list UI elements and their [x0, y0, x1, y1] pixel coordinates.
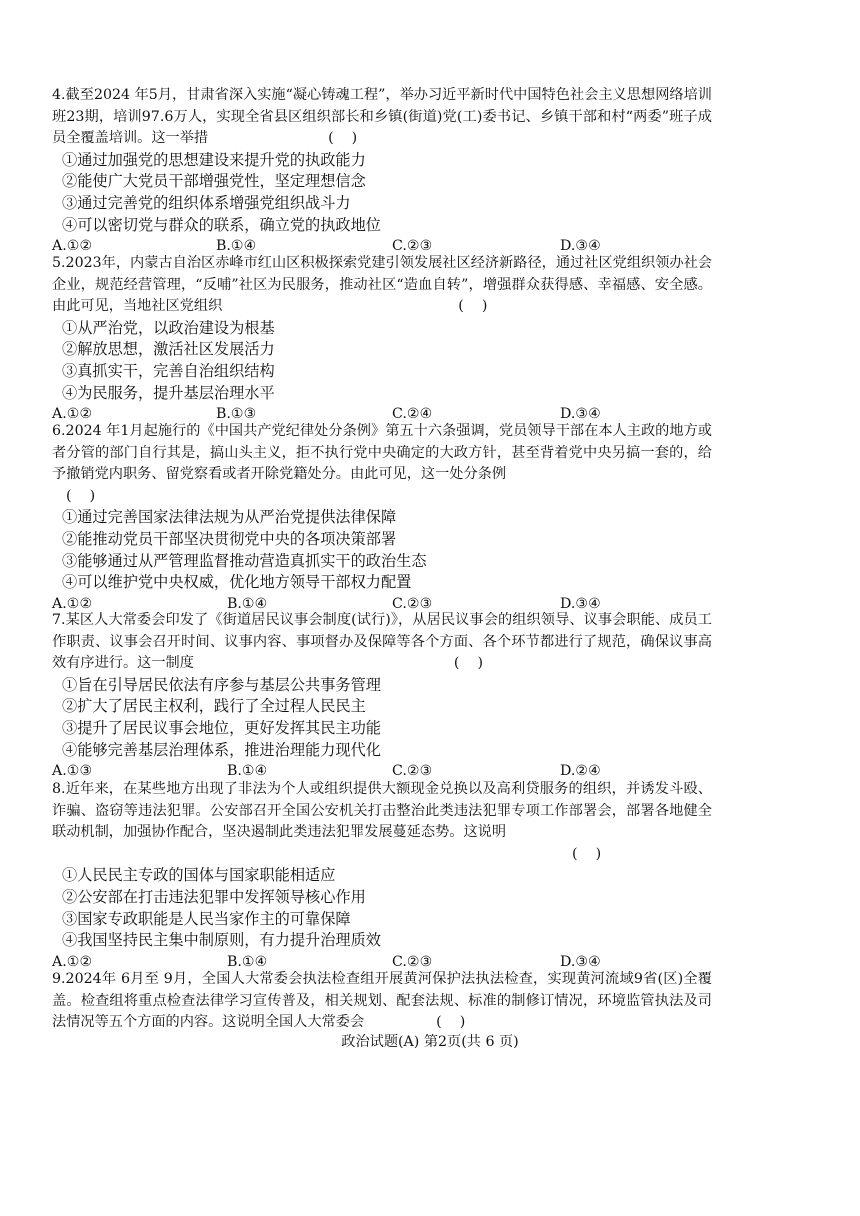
choice-c: C.②③ [392, 763, 433, 780]
option-3: ③能够通过从严管理监督推动营造真抓实干的政治生态 [62, 551, 427, 570]
question-7 [52, 610, 712, 783]
choice-c: C.②③ [392, 953, 433, 970]
question-4 [52, 85, 712, 258]
page-footer: 政治试题(A) 第2页(共 6 页) [341, 1034, 519, 1050]
option-1: ①旨在引导居民依法有序参与基层公共事务管理 [62, 675, 381, 694]
option-4: ④可以密切党与群众的联系，确立党的执政地位 [62, 215, 381, 234]
option-2: ②公安部在打击违法犯罪中发挥领导核心作用 [62, 887, 366, 906]
choice-c: C.②③ [392, 595, 433, 612]
question-5 [52, 253, 712, 426]
choice-a: A.①② [52, 595, 93, 612]
option-1: ①通过完善国家法律法规为从严治党提供法律保障 [62, 508, 397, 527]
choice-d: D.③④ [560, 953, 601, 970]
choice-b: B.①④ [227, 595, 268, 612]
choice-d: D.②④ [560, 763, 601, 780]
answer-parentheses: ( ) [572, 845, 602, 862]
question-stem: 7.某区人大常委会印发了《街道居民议事会制度(试行)》，从居民议事会的组织领导、议事会职能、成员工作职责、议事会召开时间、议事内容、事项督办及保障等各个方面、各个环节都进行了规范，确保议事高效有序进行。这一制度 ( ) [52, 612, 712, 672]
option-2: ②扩大了居民主权利，践行了全过程人民民主 [62, 697, 366, 716]
question-stem: 5.2023年，内蒙古自治区赤峰市红山区积极探索党建引领发展社区经济新路径，通过社区党组织领办社会企业，规范经营管理，“反哺”社区为民服务，推动社区“造血自转”，增强群众获得感、幸福感、安全感。由此可见，当地社区党组织 ( ) [52, 255, 712, 315]
choice-d: D.③④ [560, 238, 601, 255]
choice-b: B.①④ [227, 953, 268, 970]
answer-parentheses: ( ) [453, 655, 483, 672]
choice-d: D.③④ [560, 406, 601, 423]
question-stem: 4.截至2024 年5月，甘肃省深入实施“凝心铸魂工程”，举办习近平新时代中国特色社会主义思想网络培训班23期，培训97.6万人，实现全省县区组织部长和乡镇(街道)党(工)委书记、乡镇干部和村“两委”班子成员全覆盖培训。这一举措 ( ) [52, 87, 712, 147]
choice-c: C.②④ [392, 406, 433, 423]
question-stem: 9.2024年 6月至 9月，全国人大常委会执法检查组开展黄河保护法执法检查，实现黄河流域9省(区)全覆盖。检查组将重点检查法律学习宣传普及，相关规划、配套法规、标准的制修订情况，环境监管执法及司法情况等五个方面的内容。这说明全国人大常委会 ( ) [52, 971, 712, 1031]
answer-parentheses: ( ) [66, 487, 96, 504]
question-6 [52, 421, 712, 615]
choice-a: A.①② [52, 238, 93, 255]
answer-parentheses: ( ) [458, 298, 488, 315]
choice-d: D.③④ [560, 595, 601, 612]
option-1: ①人民民主专政的国体与国家职能相适应 [62, 866, 336, 885]
choice-c: C.②③ [392, 238, 433, 255]
choice-a: A.①② [52, 953, 93, 970]
option-4: ④可以维护党中央权威，优化地方领导干部权力配置 [62, 573, 412, 592]
option-4: ④能够完善基层治理体系，推进治理能力现代化 [62, 740, 381, 759]
question-9 [52, 969, 712, 1034]
option-1: ①通过加强党的思想建设来提升党的执政能力 [62, 150, 366, 169]
option-2: ②能使广大党员干部增强党性，坚定理想信念 [62, 172, 366, 191]
option-2: ②解放思想，激活社区发展活力 [62, 340, 275, 359]
option-3: ③提升了居民议事会地位，更好发挥其民主功能 [62, 718, 381, 737]
option-3: ③国家专政职能是人民当家作主的可靠保障 [62, 909, 351, 928]
choice-b: B.①③ [216, 406, 257, 423]
question-stem: 6.2024 年1月起施行的《中国共产党纪律处分条例》第五十六条强调，党员领导干部在本人主政的地方或者分管的部门自行其是，搞山头主义，拒不执行党中央确定的大政方针，甚至背着党中央另搞一套的，给予撤销党内职务、留党察看或者开除党籍处分。由此可见，这一处分条例 ( ) [52, 423, 712, 504]
option-4: ④我国坚持民主集中制原则，有力提升治理质效 [62, 931, 381, 950]
answer-parentheses: ( ) [328, 130, 358, 147]
option-2: ②能推动党员干部坚决贯彻党中央的各项决策部署 [62, 529, 397, 548]
option-3: ③真抓实干，完善自治组织结构 [62, 361, 275, 380]
choice-b: B.①④ [227, 763, 268, 780]
choice-b: B.①④ [216, 238, 257, 255]
option-1: ①从严治党，以政治建设为根基 [62, 318, 275, 337]
choice-a: A.①③ [52, 763, 93, 780]
question-8 [52, 779, 712, 973]
answer-parentheses: ( ) [436, 1014, 466, 1031]
option-3: ③通过完善党的组织体系增强党组织战斗力 [62, 193, 351, 212]
option-4: ④为民服务，提升基层治理水平 [62, 383, 275, 402]
choice-a: A.①② [52, 406, 93, 423]
question-stem: 8.近年来，在某些地方出现了非法为个人或组织提供大额现金兑换以及高利贷服务的组织，并诱发斗殴、诈骗、盗窃等违法犯罪。公安部召开全国公安机关打击整治此类违法犯罪专项工作部署会，部署各地健全联动机制，加强协作配合，坚决遏制此类违法犯罪发展蔓延态势。这说明 ( ) [52, 781, 712, 862]
